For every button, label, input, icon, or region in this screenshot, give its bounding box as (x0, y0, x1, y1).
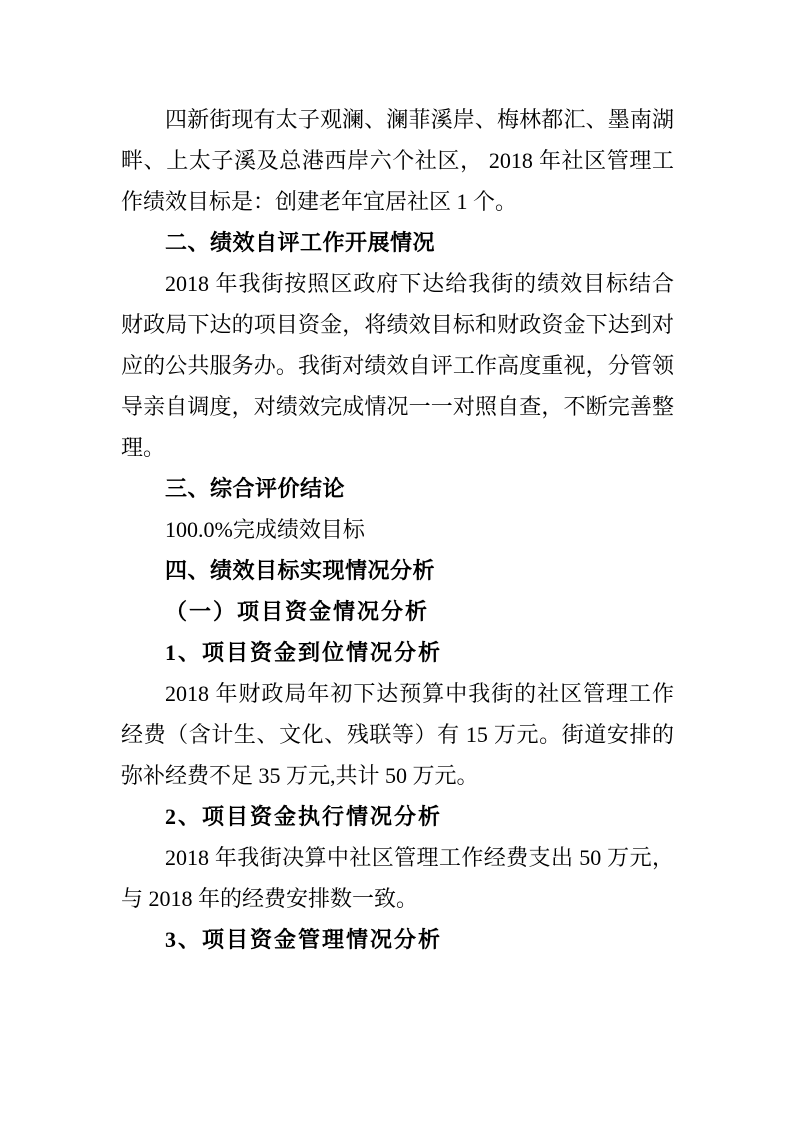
document-body (121, 99, 674, 960)
subsection-heading-fund-arrival: 1、项目资金到位情况分析 (165, 640, 443, 665)
subsection-heading-fund-management: 3、项目资金管理情况分析 (165, 927, 443, 952)
section-heading-3: 三、综合评价结论 (165, 476, 346, 501)
paragraph-intro: 四新街现有太子观澜、澜菲溪岸、梅林都汇、墨南湖畔、上太子溪及总港西岸六个社区， 2018 年社区管理工作绩效目标是：创建老年宜居社区 1 个。 (121, 107, 674, 214)
subsection-heading-funds: （一）项目资金情况分析 (165, 599, 430, 624)
section-heading-2: 二、绩效自评工作开展情况 (165, 230, 436, 255)
section-heading-4: 四、绩效目标实现情况分析 (165, 558, 436, 583)
paragraph-self-evaluation: 2018 年我街按照区政府下达给我街的绩效目标结合财政局下达的项目资金，将绩效目标和财政资金下达到对应的公共服务办。我街对绩效自评工作高度重视，分管领导亲自调度，对绩效完成情况一一对照自查，不断完善整理。 (121, 271, 674, 460)
paragraph-fund-arrival: 2018 年财政局年初下达预算中我街的社区管理工作经费（含计生、文化、残联等）有 15 万元。街道安排的弥补经费不足 35 万元,共计 50 万元。 (121, 681, 674, 788)
paragraph-conclusion: 100.0%完成绩效目标 (165, 517, 365, 542)
paragraph-fund-execution: 2018 年我街决算中社区管理工作经费支出 50 万元，与 2018 年的经费安排数一致。 (121, 845, 674, 911)
subsection-heading-fund-execution: 2、项目资金执行情况分析 (165, 804, 443, 829)
